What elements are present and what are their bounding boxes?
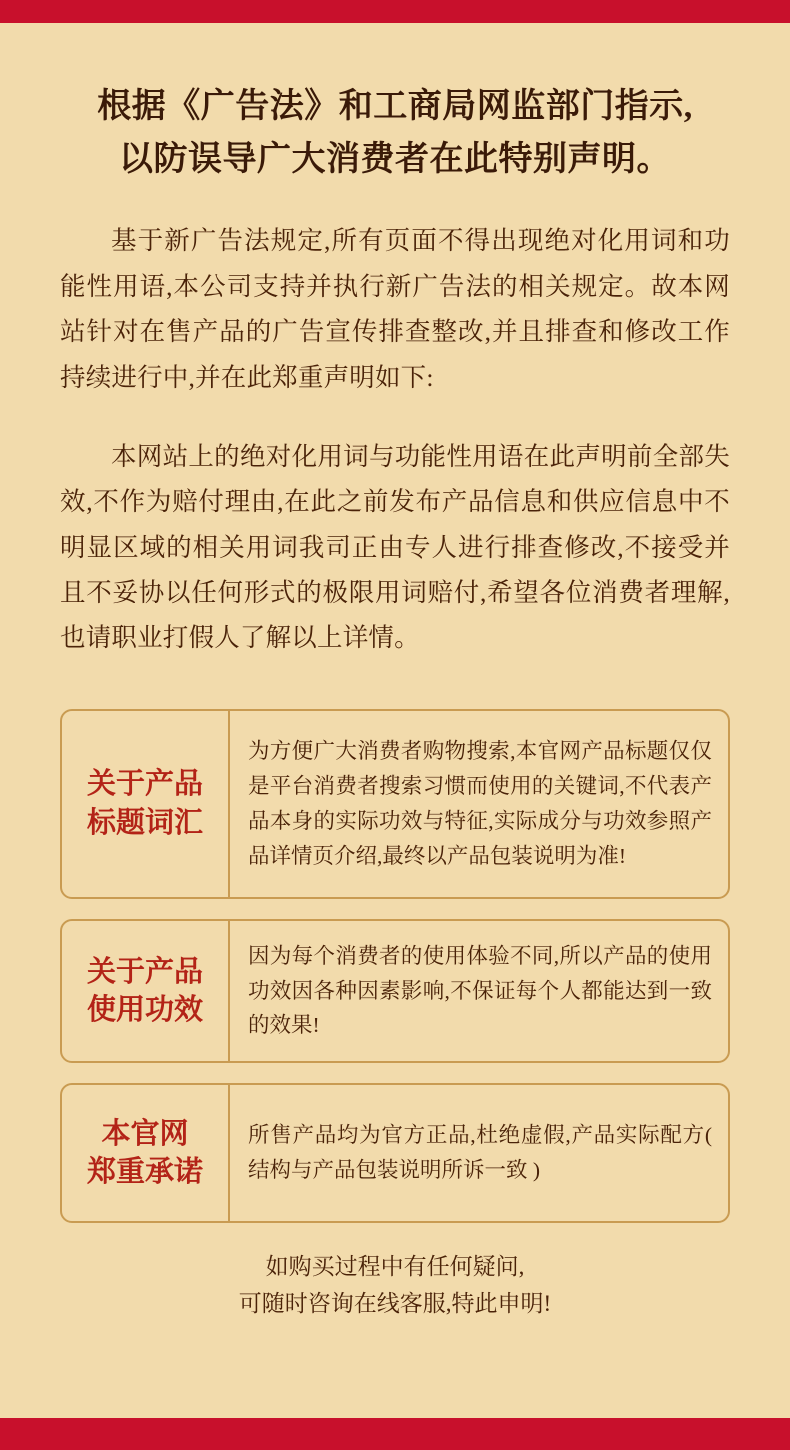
card-label-line-1: 本官网 — [101, 1117, 189, 1150]
paragraph-1: 基于新广告法规定,所有页面不得出现绝对化用词和功能性用语,本公司支持并执行新广告法的相关规定。故本网站针对在售产品的广告宣传排查整改,并且排查和修改工作持续进行中,并在此郑重声明如下: — [60, 226, 730, 392]
card-label-line-2: 标题词汇 — [86, 806, 203, 839]
card-label — [62, 711, 230, 897]
footer-note — [60, 1249, 730, 1323]
footer-line-2: 可随时咨询在线客服,特此申明! — [238, 1291, 552, 1317]
card-label — [62, 921, 230, 1061]
page-title-line-2: 以防误导广大消费者在此特别声明。 — [119, 140, 671, 178]
card-label — [62, 1085, 230, 1221]
statement-card — [60, 709, 730, 899]
card-text: 因为每个消费者的使用体验不同,所以产品的使用功效因各种因素影响,不保证每个人都能达到一致的效果! — [248, 943, 712, 1038]
page-title-line-1: 根据《广告法》和工商局网监部门指示, — [97, 88, 693, 125]
bottom-red-band — [0, 1418, 790, 1450]
card-text: 为方便广大消费者购物搜索,本官网产品标题仅仅是平台消费者搜索习惯而使用的关键词,不代表产品本身的实际功效与特征,实际成分与功效参照产品详情页介绍,最终以产品包装说明为准! — [248, 739, 712, 868]
card-text: 所售产品均为官方正品,杜绝虚假,产品实际配方( 结构与产品包装说明所诉一致 ) — [248, 1123, 712, 1183]
page-title — [60, 23, 730, 186]
content-panel — [0, 23, 790, 1418]
card-label-line-2: 郑重承诺 — [86, 1156, 203, 1189]
footer-line-1: 如购买过程中有任何疑问, — [265, 1254, 525, 1280]
top-red-band — [0, 0, 790, 23]
card-label-line-2: 使用功效 — [86, 993, 203, 1026]
paragraph-2: 本网站上的绝对化用词与功能性用语在此声明前全部失效,不作为赔付理由,在此之前发布产品信息和供应信息中不明显区域的相关用词我司正由专人进行排查修改,不接受并且不妥协以任何形式的极限用词赔付,希望各位消费者理解,也请职业打假人了解以上详情。 — [60, 441, 730, 653]
card-label-line-1: 关于产品 — [86, 768, 203, 801]
statement-card-list — [60, 709, 730, 1223]
statement-card — [60, 919, 730, 1063]
statement-card — [60, 1083, 730, 1223]
card-label-line-1: 关于产品 — [86, 955, 203, 988]
